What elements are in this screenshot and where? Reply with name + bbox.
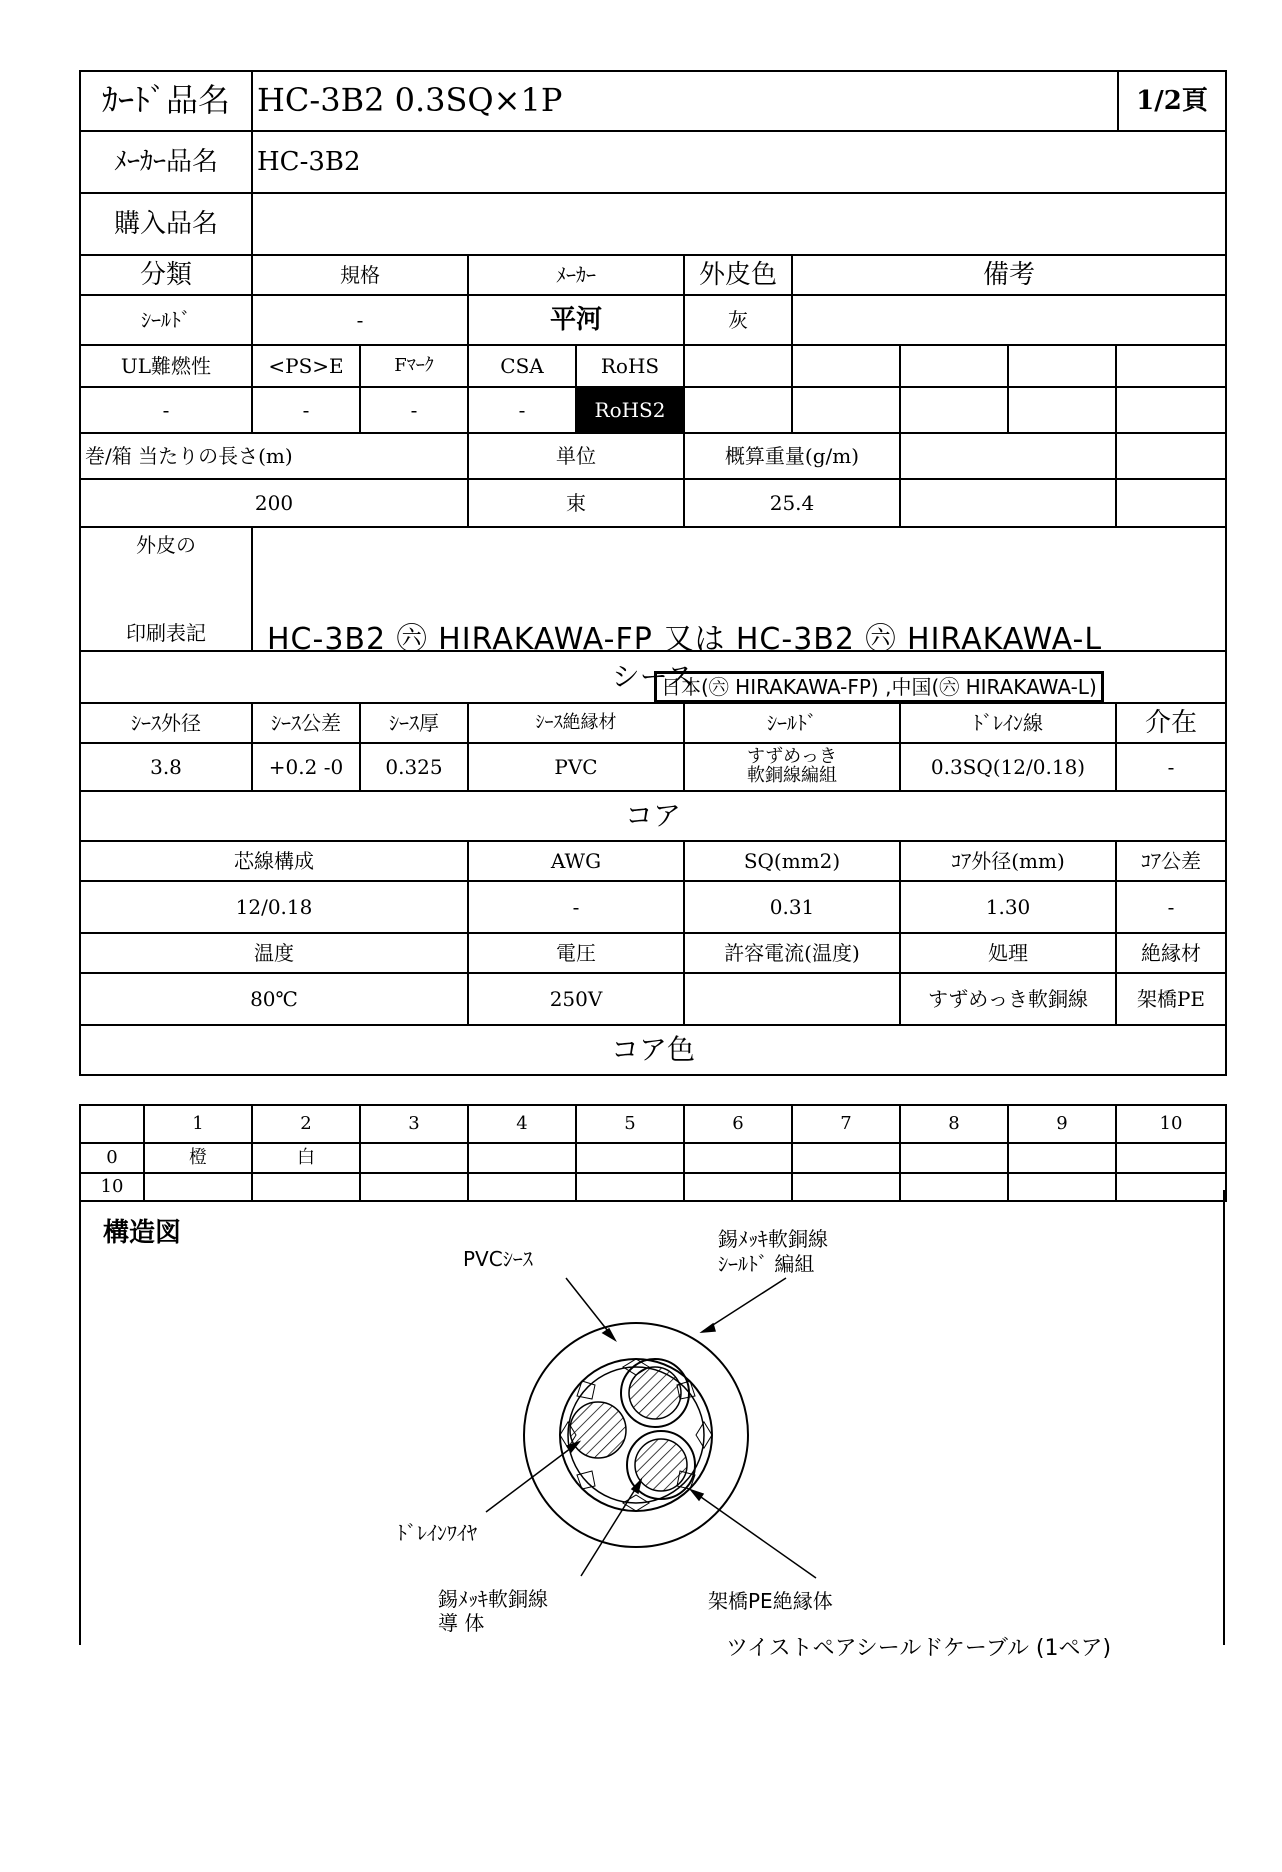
- core-color-column-header: 10: [1116, 1105, 1226, 1143]
- sheath-label-tolerance: ｼｰｽ公差: [252, 703, 360, 743]
- maker-name-label: ﾒｰｶｰ品名: [80, 131, 252, 193]
- drain-wire-circle: [570, 1402, 626, 1458]
- core-color-section-title: コア色: [80, 1025, 1226, 1075]
- length-label-blank: [1116, 433, 1226, 479]
- label-shield-line1: 錫ﾒｯｷ軟銅線: [718, 1227, 828, 1251]
- core-color-cell: [1008, 1143, 1116, 1173]
- core-color-row-label: 10: [80, 1173, 144, 1201]
- core-color-column-header: 9: [1008, 1105, 1116, 1143]
- class-value-jacket-color: 灰: [684, 295, 792, 345]
- std-value-blank: [900, 387, 1008, 433]
- core-label-awg: AWG: [468, 841, 684, 881]
- sheath-label-od: ｼｰｽ外径: [80, 703, 252, 743]
- structure-drawing-area: [79, 1190, 1225, 1661]
- std-label-blank: [684, 345, 792, 387]
- core-color-corner: [80, 1105, 144, 1143]
- print-marking-main: HC-3B2 ㊅ HIRAKAWA-FP 又は HC-3B2 ㊅ HIRAKAWA-L: [267, 622, 1103, 657]
- purchase-name-value: [252, 193, 1226, 255]
- label-insulation: 架橋PE絶縁体: [708, 1589, 833, 1613]
- unit-value: 束: [468, 479, 684, 527]
- print-label-bottom: 印刷表記: [126, 621, 206, 645]
- core-color-row-label: 0: [80, 1143, 144, 1173]
- core-section-title: コア: [80, 791, 1226, 841]
- core-value-tolerance: -: [1116, 881, 1226, 933]
- class-label-maker: ﾒｰｶｰ: [468, 255, 684, 295]
- sheath-value-od: 3.8: [80, 743, 252, 791]
- sheath-value-thickness: 0.325: [360, 743, 468, 791]
- core-value-temp: 80℃: [80, 973, 468, 1025]
- core-label-sq: SQ(mm2): [684, 841, 900, 881]
- core-color-column-header: 2: [252, 1105, 360, 1143]
- sheath-label-drain: ﾄﾞﾚｲﾝ線: [900, 703, 1116, 743]
- spec-sheet: [79, 70, 1225, 1661]
- core-color-cell: [900, 1143, 1008, 1173]
- print-marking-origin: 日本(㊅ HIRAKAWA-FP) ,中国(㊅ HIRAKAWA-L): [654, 671, 1104, 703]
- core-color-column-header: 5: [576, 1105, 684, 1143]
- std-label-blank: [900, 345, 1008, 387]
- weight-value: 25.4: [684, 479, 900, 527]
- class-value-remarks: [792, 295, 1226, 345]
- core-color-cell: [792, 1143, 900, 1173]
- std-label-blank: [1008, 345, 1116, 387]
- sheath-outer-circle: [524, 1323, 748, 1547]
- core-color-cell: 橙: [144, 1143, 252, 1173]
- print-label-cell: [80, 527, 252, 651]
- core-color-cell: [468, 1143, 576, 1173]
- sheath-label-filler: 介在: [1116, 703, 1226, 743]
- core-value-sq: 0.31: [684, 881, 900, 933]
- core-color-column-header: 6: [684, 1105, 792, 1143]
- core-1-conductor: [629, 1367, 681, 1419]
- std-value-blank: [1116, 387, 1226, 433]
- sheath-label-thickness: ｼｰｽ厚: [360, 703, 468, 743]
- std-label-blank: [1116, 345, 1226, 387]
- std-value-blank: [684, 387, 792, 433]
- purchase-name-label: 購入品名: [80, 193, 252, 255]
- length-label: 巻/箱 当たりの長さ(m): [80, 433, 468, 479]
- core-2-conductor: [635, 1439, 687, 1491]
- drawing-caption: ツイストペアシールドケーブル (1ペア): [726, 1636, 1112, 1661]
- core-color-cell: 白: [252, 1143, 360, 1173]
- class-value-standard: -: [252, 295, 468, 345]
- core-color-cell: [360, 1143, 468, 1173]
- sheath-value-shield-line2: 軟銅線編組: [747, 765, 837, 786]
- length-value-blank: [1116, 479, 1226, 527]
- core-label-temp: 温度: [80, 933, 468, 973]
- std-label-rohs: RoHS: [576, 345, 684, 387]
- std-value-rohs: RoHS2: [576, 387, 684, 433]
- cable-cross-section-diagram: [81, 1190, 1227, 1645]
- std-label-fmark: Fﾏｰｸ: [360, 345, 468, 387]
- std-value-ul: -: [80, 387, 252, 433]
- core-color-column-header: 3: [360, 1105, 468, 1143]
- core-color-column-header: 1: [144, 1105, 252, 1143]
- core-color-column-header: 7: [792, 1105, 900, 1143]
- sheath-value-material: PVC: [468, 743, 684, 791]
- weight-label: 概算重量(g/m): [684, 433, 900, 479]
- sheath-label-shield: ｼｰﾙﾄﾞ: [684, 703, 900, 743]
- core-value-od: 1.30: [900, 881, 1116, 933]
- core-label-od: ｺｱ外径(mm): [900, 841, 1116, 881]
- core-color-column-header: 4: [468, 1105, 576, 1143]
- sheath-label-material: ｼｰｽ絶縁材: [468, 703, 684, 743]
- class-label-remarks: 備考: [792, 255, 1226, 295]
- header-table: [79, 70, 1227, 256]
- class-label-jacket-color: 外皮色: [684, 255, 792, 295]
- core-label-insulation: 絶縁材: [1116, 933, 1226, 973]
- core-color-cell: [684, 1143, 792, 1173]
- print-label-top: 外皮の: [136, 533, 196, 557]
- structure-drawing-title: 構造図: [103, 1218, 182, 1248]
- core-color-column-header: 8: [900, 1105, 1008, 1143]
- std-label-ul: UL難燃性: [80, 345, 252, 387]
- length-label-blank: [900, 433, 1116, 479]
- class-label-category: 分類: [80, 255, 252, 295]
- core-value-voltage: 250V: [468, 973, 684, 1025]
- core-label-strand: 芯線構成: [80, 841, 468, 881]
- core-label-treatment: 処理: [900, 933, 1116, 973]
- length-value: 200: [80, 479, 468, 527]
- card-name-label: ｶｰﾄﾞ品名: [80, 71, 252, 131]
- maker-name-value: HC-3B2: [252, 131, 1226, 193]
- class-value-category: ｼｰﾙﾄﾞ: [80, 295, 252, 345]
- std-value-fmark: -: [360, 387, 468, 433]
- core-value-treatment: すずめっき軟銅線: [900, 973, 1116, 1025]
- std-value-csa: -: [468, 387, 576, 433]
- std-value-blank: [1008, 387, 1116, 433]
- sheath-section-title: シース: [80, 651, 1226, 703]
- core-color-cell: [1116, 1143, 1226, 1173]
- class-value-maker: 平河: [468, 295, 684, 345]
- spec-grid: [79, 254, 1227, 1076]
- label-pvc-sheath: PVCｼｰｽ: [463, 1247, 533, 1271]
- core-color-table: [79, 1104, 1227, 1202]
- class-label-standard: 規格: [252, 255, 468, 295]
- std-label-blank: [792, 345, 900, 387]
- core-label-voltage: 電圧: [468, 933, 684, 973]
- core-value-awg: -: [468, 881, 684, 933]
- core-value-strand: 12/0.18: [80, 881, 468, 933]
- label-drain-wire: ﾄﾞﾚｲﾝﾜｲﾔ: [397, 1521, 477, 1545]
- sheath-value-tolerance: +0.2 -0: [252, 743, 360, 791]
- core-label-current: 許容電流(温度): [684, 933, 900, 973]
- core-color-cell: [576, 1143, 684, 1173]
- page-indicator: 1/2頁: [1118, 71, 1226, 131]
- core-value-current: [684, 973, 900, 1025]
- sheath-value-drain: 0.3SQ(12/0.18): [900, 743, 1116, 791]
- length-value-blank: [900, 479, 1116, 527]
- core-value-insulation: 架橋PE: [1116, 973, 1226, 1025]
- std-value-blank: [792, 387, 900, 433]
- std-label-csa: CSA: [468, 345, 576, 387]
- label-conductor-line1: 錫ﾒｯｷ軟銅線: [438, 1587, 548, 1611]
- sheath-value-shield-line1: すずめっき: [747, 746, 837, 768]
- unit-label: 単位: [468, 433, 684, 479]
- sheath-value-filler: -: [1116, 743, 1226, 791]
- std-value-pse: -: [252, 387, 360, 433]
- card-name-value: HC-3B2 0.3SQ×1P: [252, 71, 1118, 131]
- label-shield-line2: ｼｰﾙﾄﾞ 編組: [718, 1252, 815, 1276]
- sheath-value-shield: [684, 743, 900, 791]
- core-label-tolerance: ｺｱ公差: [1116, 841, 1226, 881]
- std-label-pse: <PS>E: [252, 345, 360, 387]
- label-conductor-line2: 導 体: [438, 1611, 485, 1635]
